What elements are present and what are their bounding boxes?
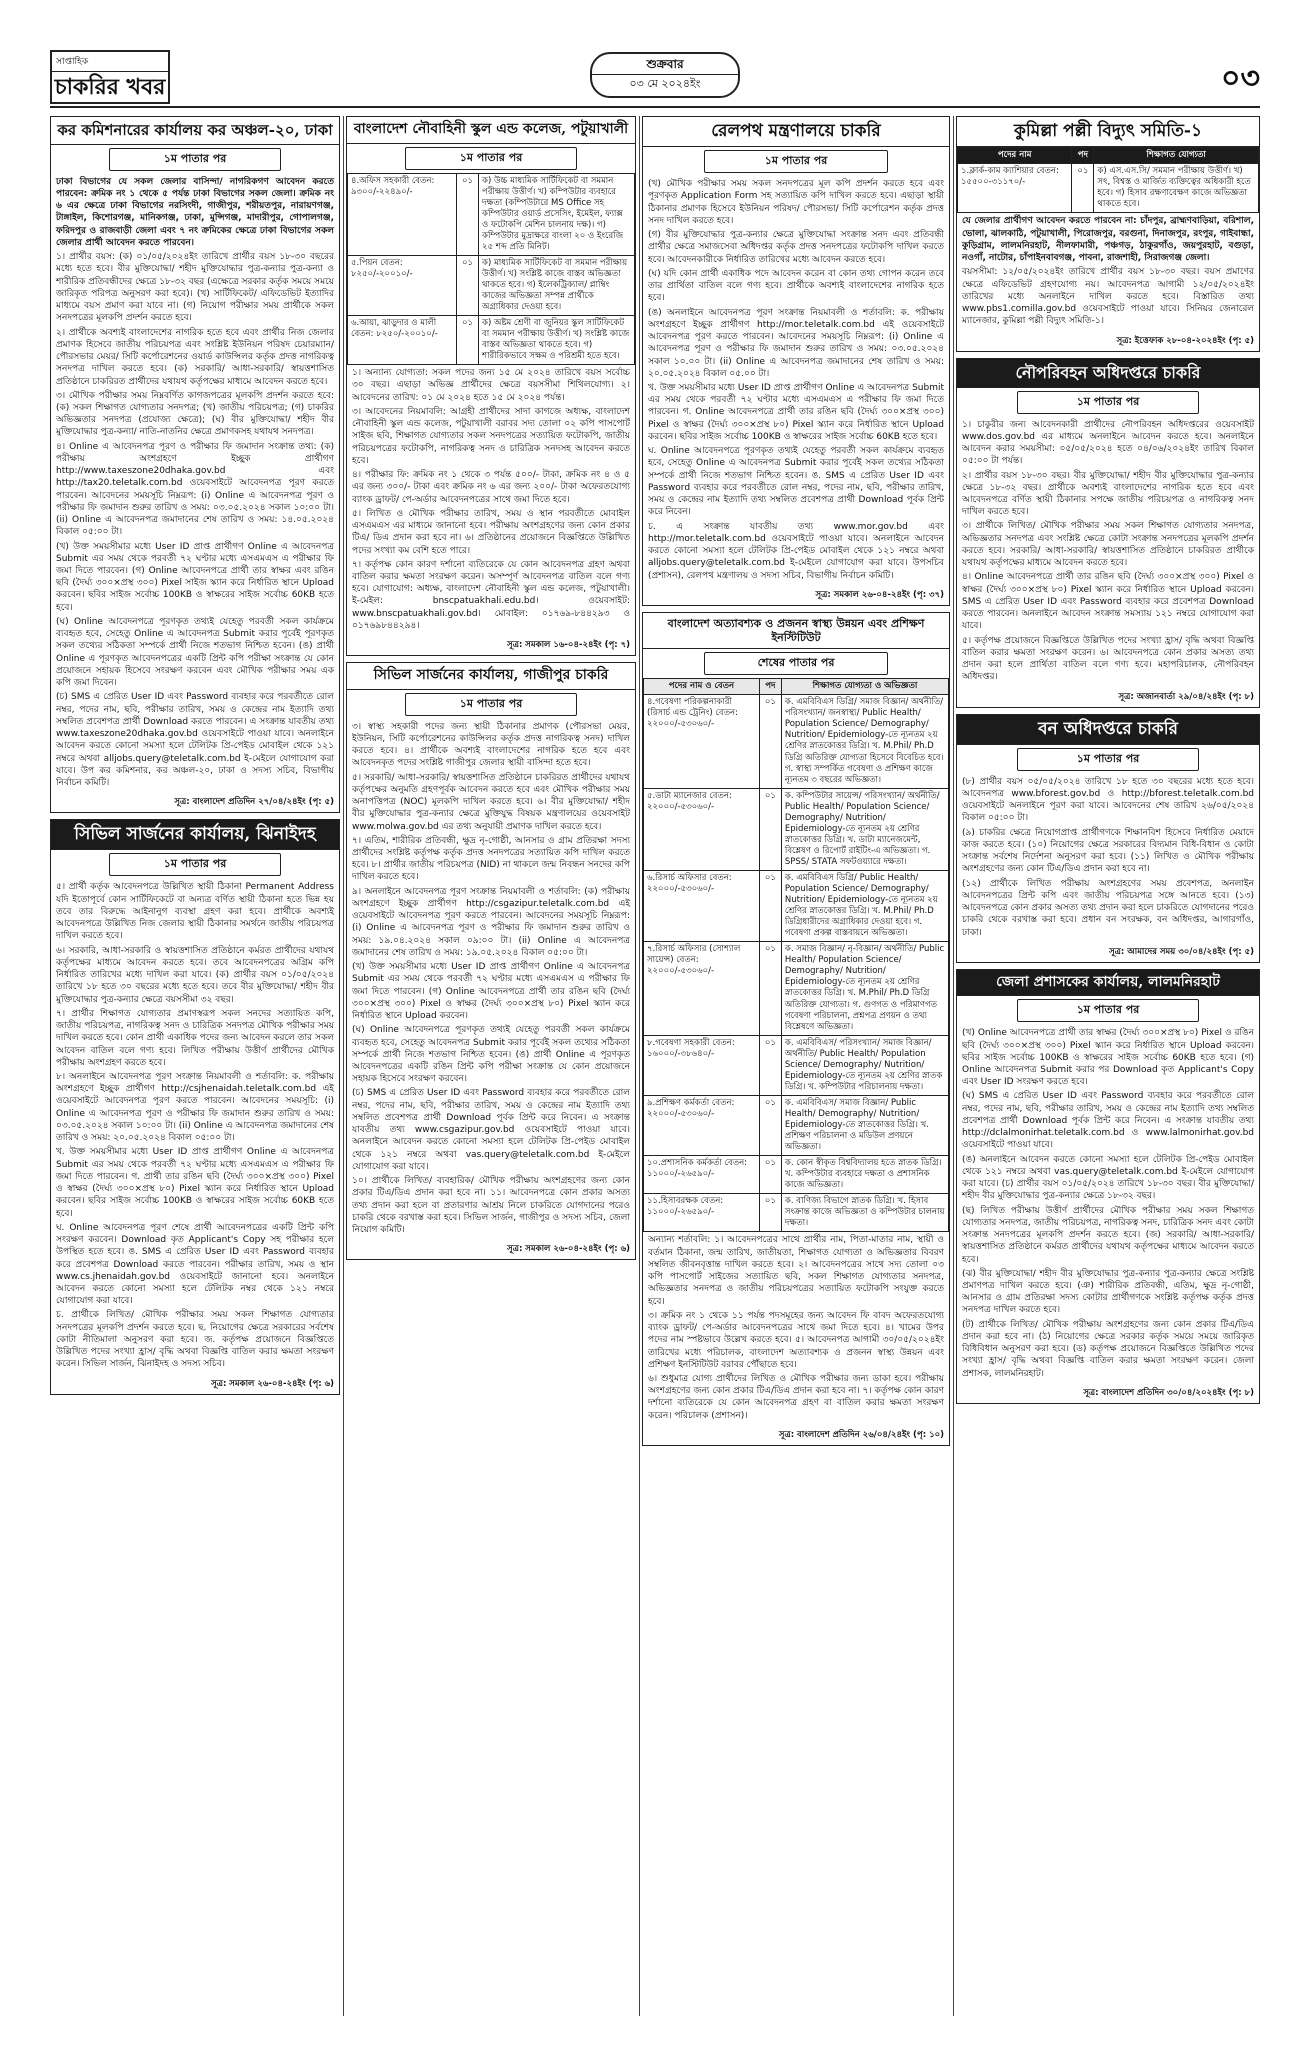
paragraph: (গ) বীর মুক্তিযোদ্ধার পুত্র-কন্যার ক্ষেত্রে মুক্তিযোদ্ধা সংক্রান্ত সনদ এবং প্রতিবন্ধী প্রার্থীর ক্ষেত্রে সমাজসেবা অধিদপ্তর কর্তৃক প্রদত্ত সনদপত্রের ফটোকপি দাখিল করতে হবে। আবেদনকারীকে নির্ধারিত তারিখের মধ্যে আবেদন করতে হবে। (648, 230, 944, 265)
qualification-cell: ক) মাধ্যমিক সার্টিফিকেট বা সমমান পরীক্ষায় উত্তীর্ণ। খ) সংশ্লিষ্ট কাজে বাস্তব অভিজ্ঞতা থাকতে হবে। গ) ইলেকট্রিক্যাল/ প্লাম্বিং কাজের অভিজ্ঞতা সম্পন্ন প্রার্থীকে অগ্রাধিকার দেওয়া হবে। (479, 255, 635, 315)
issue-date-badge (590, 52, 740, 98)
count-cell: ০১ (457, 316, 479, 365)
masthead-tagline: সাপ্তাহিক (52, 52, 168, 72)
column-2 (346, 116, 636, 2016)
paragraph: (ঙ) অনলাইনে আবেদন করতে কোনো সমস্যা হলে টেলিটক প্রি-পেইড মোবাইল থেকে ১২১ নম্বরে অথবা vas.query@teletalk.com.bd ই-মেইলে যোগাযোগ করা যাবে। (চ) প্রার্থীর বয়স ০১/০৫/২০২৪ তারিখে ১৮-৩০ বছর। বীর মুক্তিযোদ্ধা/ শহীদ বীর মুক্তিযোদ্ধার পুত্র-কন্যার ক্ষেত্রে ১৮-৩২ বছর। (962, 1154, 1254, 1202)
post-cell: ৮.গবেষণা সহকারী বেতন: ১৬০০০/-৩৮৬৪০/- (644, 1035, 760, 1095)
count-cell: ০১ (759, 1194, 781, 1232)
table-row (644, 1095, 949, 1155)
column-divider (953, 116, 954, 2016)
paragraph: (খ) মৌখিক পরীক্ষার সময় সকল সনদপত্রের মূল কপি প্রদর্শন করতে হবে এবং পূরণকৃত Application Form সহ সত্যায়িত কপি দাখিল করতে হবে। এছাড়া স্থায়ী ঠিকানার প্রমাণক হিসেবে ইউনিয়ন পরিষদ/ পৌরসভা/ সিটি কর্পোরেশন কর্তৃক প্রদত্ত সনদ দাখিল করতে হবে। (648, 179, 944, 226)
column-header: পদ (759, 679, 781, 695)
count-cell: ০১ (759, 695, 781, 788)
continued-tag: ১ম পাতার পর (1017, 999, 1198, 1022)
qualification-cell: ক. কোন স্বীকৃত বিশ্ববিদ্যালয় হতে স্নাতক ডিগ্রি। খ. কম্পিউটার ব্যবহারে দক্ষতা ও প্রশাসনিক কাজে অভিজ্ঞতা। (781, 1156, 948, 1194)
column-divider (343, 116, 344, 2016)
paragraph: ৩। আবেদনের নিয়মাবলি: আগ্রহী প্রার্থীদের সাদা কাগজে অধ্যক্ষ, বাংলাদেশ নৌবাহিনী স্কুল এন্ড কলেজ, পটুয়াখালী বরাবর সদ্য তোলা ০২ কপি পাসপোর্ট সাইজ ছবি, শিক্ষাগত যোগ্যতার সকল সনদপত্রের সত্যায়িত ফটোকপি, জাতীয় পরিচয়পত্রের ফটোকপি, নাগরিকত্ব সনদ ও চারিত্রিক সনদসহ আবেদন করতে হবে। (352, 406, 630, 466)
qualification-cell: ক) এস.এস.সি/ সমমান পরীক্ষায় উত্তীর্ণ। খ) সৎ, বিশ্বস্ত ও মার্জিত ব্যক্তিত্বের অধিকারী হতে হবে। গ) হিসাব রক্ষণাবেক্ষণ কাজে অভিজ্ঞতা থাকতে হবে। (1094, 164, 1259, 213)
paragraph: ৪। Online আবেদনপত্রে প্রার্থী তার রঙিন ছবি (দৈর্ঘ্য ৩০০×প্রস্থ ৩০০) Pixel ও স্বাক্ষর (দৈর্ঘ্য ৩০০×প্রস্থ ৮০) Pixel স্ক্যান করে নির্ধারিত স্থানে Upload করবেন। SMS এ প্রেরিত User ID এবং Password ব্যবহার করে প্রবেশপত্র Download করতে পারবেন। অনলাইনে আবেদন সংক্রান্ত সমস্যায় ১২১ নম্বরে যোগাযোগ করা যাবে। (962, 572, 1254, 632)
issue-date: ০৩ মে ২০২৪ইং (592, 74, 738, 93)
table-row (348, 173, 635, 255)
paragraph: (ছ) লিখিত পরীক্ষায় উত্তীর্ণ প্রার্থীদের মৌখিক পরীক্ষার সময় সকল শিক্ষাগত যোগ্যতার সনদপত্র, জাতীয় পরিচয়পত্র, নাগরিকত্ব সনদ, চারিত্রিক সনদ এবং কোটা সংক্রান্ত সনদপত্রের মূলকপি প্রদর্শন করতে হবে। (জ) সরকারি/ আধা-সরকারি/ স্বায়ত্তশাসিত প্রতিষ্ঠানে কর্মরত প্রার্থীদের যথাযথ কর্তৃপক্ষের মাধ্যমে আবেদন করতে হবে। (962, 1205, 1254, 1265)
paragraph: ৬। শুধুমাত্র যোগ্য প্রার্থীদের লিখিত ও মৌখিক পরীক্ষার জন্য ডাকা হবে। পরীক্ষায় অংশগ্রহণের জন্য কোন প্রকার টিএ/ডিএ প্রদান করা হবে না। ৭। কর্তৃপক্ষ কোন কারণ দর্শানো ব্যতিরেকে যে কোন আবেদনপত্র গ্রহণ বা বাতিল করার ক্ষমতা সংরক্ষণ করেন। পরিচালক (প্রশাসন)। (648, 1373, 944, 1421)
page-number: ০৩ (1220, 61, 1260, 96)
article-source: সূত্র: বাংলাদেশ প্রতিদিন ৩০/০৪/২০২৪ইং (পৃ: ৮) (1083, 1387, 1254, 1398)
table-header-row (958, 148, 1259, 164)
qualification-cell: ক. এমবিবিএস ডিগ্রি/ সমাজ বিজ্ঞান/ অর্থনীতি/ পরিসংখ্যান/ জনস্বাস্থ্য/ Public Health/ Population Science/ Demography/ Nutrition/ Epidemiology-তে ন্যূনতম ২য় শ্রেণির স্নাতকোত্তর ডিগ্রি। খ. M.Phil/ Ph.D ডিগ্রি অতিরিক্ত যোগ্যতা হিসেবে বিবেচিত হবে। গ. স্বাস্থ্য সম্পর্কিত গবেষণা ও প্রশিক্ষণ কাজে ন্যূনতম ৩ বছরের অভিজ্ঞতা। (781, 695, 948, 788)
table-row (958, 164, 1259, 213)
column-header: শিক্ষাগত যোগ্যতা (1094, 148, 1259, 164)
continued-tag: শেষের পাতার পর (704, 652, 888, 675)
vacancy-table (957, 147, 1259, 213)
paragraph: ৫। প্রার্থী কর্তৃক আবেদনপত্রে উল্লিখিত স্থায়ী ঠিকানা Permanent Address যদি ইতোপূর্বে কোন সার্টিফিকেটে বা অন্যত্র বর্ণিত স্থায়ী ঠিকানা হতে ভিন্ন হয় তবে তার বিরুদ্ধে আইনানুগ ব্যবস্থা গ্রহণ করা হবে। প্রার্থীকে অবশ্যই আবেদনপত্রে উল্লিখিত নিজ জেলার স্থায়ী ঠিকানার সমর্থনে জাতীয় পরিচয়পত্র দাখিল করতে হবে। (56, 882, 334, 942)
count-cell: ০১ (759, 788, 781, 870)
article-source: সূত্র: বাংলাদেশ প্রতিদিন ২৬/০৪/২৪ইং (পৃ: ১০) (778, 1429, 944, 1440)
paragraph: খ. উক্ত সময়সীমার মধ্যে User ID প্রাপ্ত প্রার্থীগণ Online এ আবেদনপত্র Submit এর সময় থেকে পরবর্তী ৭২ ঘণ্টার মধ্যে এসএমএস এ পরীক্ষার ফি জমা দিতে পারবেন। গ. Online আবেদনপত্রে প্রার্থী তার রঙিন ছবি (দৈর্ঘ্য ৩০০×প্রস্থ ৩০০) Pixel ও স্বাক্ষর (দৈর্ঘ্য ৩০০×প্রস্থ ৮০) Pixel স্ক্যান করে নির্ধারিত স্থানে Upload করবেন। ছবির সাইজ সর্বোচ্চ 100KB ও স্বাক্ষরের সাইজ সর্বোচ্চ 60KB হতে হবে। (648, 383, 944, 442)
article-tax-zone-20 (50, 116, 340, 813)
paragraph: (ঘ) SMS এ প্রেরিত User ID এবং Password ব্যবহার করে পরবর্তীতে রোল নম্বর, পদের নাম, ছবি, পরীক্ষার তারিখ, সময় ও কেন্দ্রের নাম ইত্যাদি তথ্য সম্বলিত প্রবেশপত্র প্রার্থী Download পূর্বক প্রিন্ট করে নিবেন। এ সংক্রান্ত যাবতীয় তথ্য http://dclalmonirhat.teletalk.com.bd ও www.lalmonirhat.gov.bd ওয়েবসাইটে পাওয়া যাবে। (962, 1091, 1254, 1151)
count-cell: ০১ (759, 942, 781, 1035)
paragraph: ৪। পরীক্ষার ফি: ক্রমিক নং ১ থেকে ৩ পর্যন্ত ৫০০/- টাকা, ক্রমিক নং ৪ ও ৫ এর জন্য ৩০০/- টাকা এবং ক্রমিক নং ৬ এর জন্য ২০০/- টাকা অফেরতযোগ্য ব্যাংক ড্রাফট/ পে-অর্ডার আবেদনপত্রের সাথে জমা দিতে হবে। (352, 470, 630, 505)
article-source: সূত্র: সমকাল ২৬-০৪-২৪ইং (পৃ: ৬) (507, 1244, 630, 1255)
article-comilla-pbs-1 (956, 116, 1260, 352)
qualification-cell: ক. বাণিজ্য বিভাগে স্নাতক ডিগ্রি। খ. হিসাব সংক্রান্ত কাজে অভিজ্ঞতা ও কম্পিউটার চালনায় দক্ষতা। (781, 1194, 948, 1232)
column-divider (639, 116, 640, 2016)
paragraph: চ. এ সংক্রান্ত যাবতীয় তথ্য www.mor.gov.bd এবং http://mor.teletalk.com.bd ওয়েবসাইটে পাওয়া যাবে। অনলাইনে আবেদন করতে কোনো সমস্যা হলে টেলিটক প্রি-পেইড মোবাইল থেকে ১২১ নম্বরে অথবা alljobs.query@teletalk.com.bd ই-মেইলে যোগাযোগ করা যাবে। উপসচিব (প্রশাসন), রেলপথ মন্ত্রণালয় ও সদস্য সচিব, বিভাগীয় নির্বাচন কমিটি। (648, 521, 944, 581)
article-title: সিভিল সার্জনের কার্যালয়, ঝিনাইদহ (51, 820, 339, 850)
table-row (644, 1156, 949, 1194)
paragraph: (খ) উক্ত সময়সীমার মধ্যে User ID প্রাপ্ত প্রার্থীগণ Online এ আবেদনপত্র Submit এর সময় থেকে পরবর্তী ৭২ ঘণ্টার মধ্যে এসএমএস এ পরীক্ষার ফি জমা দিতে পারবেন। (গ) Online আবেদনপত্রে প্রার্থী তার রঙিন ছবি (দৈর্ঘ্য ৩০০×প্রস্থ ৩০০) Pixel ও স্বাক্ষর (দৈর্ঘ্য ৩০০×প্রস্থ ৮০) Pixel স্ক্যান করে নির্ধারিত স্থানে Upload করবেন। (352, 962, 630, 1022)
paragraph: যে জেলার প্রার্থীগণ আবেদন করতে পারবেন না: চাঁদপুর, ব্রাহ্মণবাড়িয়া, বরিশাল, ভোলা, ঝালকাঠি, পটুয়াখালী, পিরোজপুর, বরগুনা, দিনাজপুর, রংপুর, গাইবান্ধা, কুড়িগ্রাম, লালমনিরহাট, নীলফামারী, পঞ্চগড়, ঠাকুরগাঁও, জয়পুরহাট, বগুড়া, নওগাঁ, নাটোর, চাঁপাইনবাবগঞ্জ, পাবনা, রাজশাহী, সিরাজগঞ্জ জেলা। (962, 216, 1254, 264)
article-source: সূত্র: বাংলাদেশ প্রতিদিন ২৭/০৪/২৪ইং (পৃ: ৫) (174, 797, 334, 808)
article-body (957, 417, 1259, 690)
paragraph: ১০। প্রার্থীকে লিখিত/ ব্যবহারিক/ মৌখিক পরীক্ষায় অংশগ্রহণের জন্য কোন প্রকার টিএ/ডিএ প্রদান করা হবে না। ১১। আবেদনপত্রে কোন প্রকার অসত্য তথ্য প্রদান করা হলে বা প্রতারণার আশ্রয় নিলে চাকরিতে যোগদানের পরেও চাকরি থেকে বরখাস্ত করা হবে। সিভিল সার্জন, গাজীপুর ও সদস্য সচিব, জেলা নিয়োগ কমিটি। (352, 1176, 630, 1236)
paragraph: ৫। কর্তৃপক্ষ প্রয়োজনে বিজ্ঞপ্তিতে উল্লিখিত পদের সংখ্যা হ্রাস/ বৃদ্ধি অথবা বিজ্ঞপ্তি বাতিল করার ক্ষমতা সংরক্ষণ করেন। ৬। আবেদনপত্রে কোন প্রকার অসত্য তথ্য প্রদান করা হলে প্রার্থিতা বাতিল বলে গণ্য হবে। মহাপরিচালক, নৌপরিবহন অধিদপ্তর। (962, 635, 1254, 683)
column-4 (956, 116, 1260, 2016)
article-reproductive-health-institute (642, 612, 950, 1446)
paragraph: ৩। প্রার্থীকে লিখিত/ মৌখিক পরীক্ষার সময় সকল শিক্ষাগত যোগ্যতার সনদপত্র, অভিজ্ঞতার সনদপত্র এবং সংশ্লিষ্ট ক্ষেত্রে কোটা সংক্রান্ত সনদপত্রের মূলকপি প্রদর্শন করতে হবে। সরকারি/ আধা-সরকারি/ স্বায়ত্তশাসিত প্রতিষ্ঠানে চাকরিরত প্রার্থীকে যথাযথ কর্তৃপক্ষের মাধ্যমে আবেদন করতে হবে। (962, 521, 1254, 569)
qualification-cell: ক. সমাজ বিজ্ঞান/ নৃ-বিজ্ঞান/ অর্থনীতি/ Public Health/ Population Science/ Demography/ Nutrition/ Epidemiology-তে ন্যূনতম ২য় শ্রেণির স্নাতকোত্তর ডিগ্রি। খ. M.Phil/ Ph.D ডিগ্রি অতিরিক্ত যোগ্যতা। গ. গুণগত ও পরিমাণগত গবেষণা পরিচালনা, প্রশ্নপত্র প্রণয়ন ও তথ্য বিশ্লেষণে অভিজ্ঞতা। (781, 942, 948, 1035)
paragraph: ৬। সরকারি, আধা-সরকারি ও স্বায়ত্তশাসিত প্রতিষ্ঠানে কর্মরত প্রার্থীদের যথাযথ কর্তৃপক্ষের মাধ্যমে আবেদন করতে হবে। তবে আবেদনপত্রের অগ্রিম কপি নির্ধারিত তারিখের মধ্যে দাখিল করা যাবে। (ক) প্রার্থীর বয়স ০১/০৫/২০২৪ তারিখে ১৮ হতে ৩০ বছরের মধ্যে হতে হবে। তবে বীর মুক্তিযোদ্ধা/ শহীদ বীর মুক্তিযোদ্ধার পুত্র-কন্যার ক্ষেত্রে বয়সসীমা ৩২ বছর। (56, 945, 334, 1005)
article-body (51, 174, 339, 795)
count-cell: ০১ (1072, 164, 1094, 213)
qualification-cell: ক. এমবিবিএস ডিগ্রি/ Public Health/ Population Science/ Demography/ Nutrition/ Epidemiology-তে ন্যূনতম ২য় শ্রেণির স্নাতকোত্তর ডিগ্রি। খ. M.Phil/ Ph.D ডিগ্রিধারীদের অগ্রাধিকার দেওয়া হবে। গ. গবেষণা প্রকল্প বাস্তবায়নে অভিজ্ঞতা। (781, 871, 948, 942)
qualification-cell: ক. এমবিবিএস/ পরিসংখ্যান/ সমাজ বিজ্ঞান/ অর্থনীতি/ Public Health/ Population Science/ Demography/ Nutrition/ Epidemiology-তে ন্যূনতম ২য় শ্রেণির স্নাতক ডিগ্রি। খ. কম্পিউটার পরিচালনায় দক্ষতা। (781, 1035, 948, 1095)
paragraph: (ঘ) Online আবেদনপত্রে পূরণকৃত তথ্যই যেহেতু পরবর্তী সকল কার্যক্রমে ব্যবহৃত হবে, সেহেতু আবেদনপত্র Submit করার পূর্বেই সকল তথ্যের সঠিকতা সম্পর্কে প্রার্থী নিজে শতভাগ নিশ্চিত হবেন। (ঙ) প্রার্থী Online এ পূরণকৃত আবেদনপত্রের একটি রঙিন প্রিন্ট কপি পরীক্ষা সংক্রান্ত যে কোন প্রয়োজনে সহায়ক হিসেবে সংরক্ষণ করবেন। (352, 1025, 630, 1085)
article-title: বন অধিদপ্তরে চাকরি (957, 715, 1259, 745)
article-title: সিভিল সার্জনের কার্যালয়, গাজীপুর চাকরি (347, 663, 635, 690)
article-source: সূত্র: সমকাল ২৬-০৪-২৪ইং (পৃ: ৬) (211, 1378, 334, 1389)
table-row (348, 255, 635, 315)
count-cell: ০১ (759, 1095, 781, 1155)
paragraph: ১। অন্যান্য যোগ্যতা: সকল পদের জন্য ১৫ মে ২০২৪ তারিখে বয়স সর্বোচ্চ ৩০ বছর। এছাড়া অভিজ্ঞ প্রার্থীদের ক্ষেত্রে বয়সসীমা শিথিলযোগ্য। ২। আবেদনের তারিখ: ০১ মে ২০২৪ হতে ১৫ মে ২০২৪ পর্যন্ত। (352, 368, 630, 403)
article-navy-school-patuakhali (346, 116, 636, 656)
paragraph: ৩। মৌখিক পরীক্ষার সময় নিম্নবর্ণিত কাগজপত্রের মূলকপি প্রদর্শন করতে হবে: (ক) সকল শিক্ষাগত যোগ্যতার সনদপত্র; (খ) জাতীয় পরিচয়পত্র; (গ) চাকরির অভিজ্ঞতার সনদপত্র (প্রযোজ্য ক্ষেত্রে); (ঘ) বীর মুক্তিযোদ্ধা/ শহীদ বীর মুক্তিযোদ্ধার পুত্র-কন্যা/ নাতি-নাতনির ক্ষেত্রে প্রমাণকসহ যথাযথ সনদপত্র। (56, 390, 334, 438)
count-cell: ০১ (457, 173, 479, 255)
table-row (644, 788, 949, 870)
post-cell: ৭.রিসার্চ অফিসার (সোশ্যাল সায়েন্স) বেতন: ২২০০০/-৫৩০৬০/- (644, 942, 760, 1035)
paragraph: খ. উক্ত সময়সীমার মধ্যে User ID প্রাপ্ত প্রার্থীগণ Online এ আবেদনপত্র Submit এর সময় থেকে পরবর্তী ৭২ ঘণ্টার মধ্যে এসএমএস এ পরীক্ষার ফি জমা দিতে পারবেন। গ. প্রার্থী তার রঙিন ছবি (দৈর্ঘ্য ৩০০×প্রস্থ ৩০০) Pixel ও স্বাক্ষর (দৈর্ঘ্য ৩০০×প্রস্থ ৮০) Pixel স্ক্যান করে নির্ধারিত স্থানে Upload করবেন। ছবির সাইজ সর্বোচ্চ 100KB ও স্বাক্ষরের সাইজ সর্বোচ্চ 60KB হতে হবে। (56, 1147, 334, 1219)
continued-tag: ১ম পাতার পর (704, 150, 888, 173)
continued-tag: ১ম পাতার পর (109, 853, 282, 876)
issue-day: শুক্রবার (646, 57, 684, 71)
count-cell: ০১ (759, 1035, 781, 1095)
post-cell: ১০.প্রশাসনিক কর্মকর্তা বেতন: ১১০০০/-২৬৫৯০/- (644, 1156, 760, 1194)
paragraph: অন্যান্য শর্তাবলি: ১। আবেদনপত্রের সাথে প্রার্থীর নাম, পিতা-মাতার নাম, স্থায়ী ও বর্তমান ঠিকানা, জন্ম তারিখ, জাতীয়তা, শিক্ষাগত যোগ্যতা ও অভিজ্ঞতার বিবরণ সম্বলিত জীবনবৃত্তান্ত দাখিল করতে হবে। ২। আবেদনপত্রের সাথে সদ্য তোলা ০৩ কপি পাসপোর্ট সাইজের সত্যায়িত ছবি, সকল শিক্ষাগত যোগ্যতার সনদপত্র, অভিজ্ঞতার সনদপত্র ও জাতীয় পরিচয়পত্রের সত্যায়িত ফটোকপি সংযুক্ত করতে হবে। (648, 1235, 944, 1307)
column-3 (642, 116, 950, 2016)
table-row (644, 695, 949, 788)
paragraph: (ট) প্রার্থীকে লিখিত/ মৌখিক পরীক্ষায় অংশগ্রহণের জন্য কোন প্রকার টিএ/ডিএ প্রদান করা হবে না। (ঠ) নিয়োগের ক্ষেত্রে সরকার কর্তৃক সময়ে সময়ে জারিকৃত বিধিবিধান অনুসরণ করা হবে। (ড) কর্তৃপক্ষ প্রয়োজনে বিজ্ঞপ্তিতে উল্লিখিত পদের সংখ্যা হ্রাস/ বৃদ্ধি অথবা বিজ্ঞপ্তি বাতিল করার ক্ষমতা সংরক্ষণ করেন। জেলা প্রশাসক, লালমনিরহাট। (962, 1319, 1254, 1379)
paragraph: (ঘ) Online আবেদনপত্রে পূরণকৃত তথ্যই যেহেতু পরবর্তী সকল কার্যক্রমে ব্যবহৃত হবে, সেহেতু Online এ আবেদনপত্র Submit করার পূর্বেই পূরণকৃত সকল তথ্যের সঠিকতা সম্পর্কে প্রার্থী নিজে শতভাগ নিশ্চিত হবেন। (ঙ) প্রার্থী Online এ পূরণকৃত আবেদনপত্রের একটি প্রিন্ট কপি পরীক্ষা সংক্রান্ত যে কোন প্রয়োজনে সহায়ক হিসেবে সংরক্ষণ করবেন এবং মৌখিক পরীক্ষার সময় এক কপি জমা দিবেন। (56, 616, 334, 689)
paragraph: ঘ. Online আবেদনপত্র পূরণ শেষে প্রার্থী আবেদনপত্রের একটি প্রিন্ট কপি সংরক্ষণ করবেন। Download কৃত Applicant's Copy সহ পরীক্ষার হলে উপস্থিত হতে হবে। ঙ. SMS এ প্রেরিত User ID এবং Password ব্যবহার করে প্রবেশপত্র Download করতে পারবেন। পরীক্ষার তারিখ, সময় ও স্থান www.cs.jhenaidah.gov.bd ওয়েবসাইটে জানানো হবে। অনলাইনে আবেদন করতে কোনো সমস্যা হলে টেলিটক নম্বর থেকে ১২১ নম্বরে যোগাযোগ করা যাবে। (56, 1222, 334, 1307)
article-title: কর কমিশনারের কার্যালয় কর অঞ্চল-২০, ঢাকা (51, 117, 339, 145)
column-1 (50, 116, 340, 2016)
article-body (957, 213, 1259, 333)
article-body (643, 1232, 949, 1428)
post-cell: ৬.রিসার্চ অফিসার বেতন: ২২০০০/-৫৩০৬০/- (644, 871, 760, 942)
table-header-row (644, 679, 949, 695)
count-cell: ০১ (759, 1156, 781, 1194)
post-cell: ১.ক্লার্ক-কাম ক্যাশিয়ার বেতন: ১৫৫০০-৩১১৭০/- (958, 164, 1072, 213)
vacancy-table (347, 173, 635, 366)
post-cell: ৫.পিয়ন বেতন: ৮২৫০/-২০০১০/- (348, 255, 457, 315)
paragraph: ৫। লিখিত ও মৌখিক পরীক্ষার তারিখ, সময় ও স্থান পরবর্তীতে মোবাইল এসএমএস এর মাধ্যমে জানানো হবে। পরীক্ষায় অংশগ্রহণের জন্য কোন প্রকার টিএ/ ডিএ প্রদান করা হবে না। ৬। প্রতিষ্ঠানের প্রয়োজনে বিজ্ঞপ্তিতে উল্লিখিত পদের সংখ্যা কম বেশি হতে পারে। (352, 508, 630, 556)
vacancy-table (643, 678, 949, 1232)
paragraph: ঘ. Online আবেদনপত্রে পূরণকৃত তথ্যই যেহেতু পরবর্তী সকল কার্যক্রমে ব্যবহৃত হবে, সেহেতু Online এ আবেদনপত্র Submit করার পূর্বেই সকল তথ্যের সঠিকতা সম্পর্কে প্রার্থী নিজে শতভাগ নিশ্চিত হবেন। ঙ. SMS এ প্রেরিত User ID এবং Password ব্যবহার করে পরবর্তীতে রোল নম্বর, পদের নাম, ছবি, পরীক্ষার তারিখ, সময় ও কেন্দ্রের নাম ইত্যাদি তথ্য সম্বলিত প্রবেশপত্র প্রার্থী Download পূর্বক প্রিন্ট করে নিবেন। (648, 446, 944, 518)
continued-tag: ১ম পাতার পর (405, 693, 578, 716)
paragraph: ঢাকা বিভাগের যে সকল জেলার বাসিন্দা/ নাগরিকগণ আবেদন করতে পারবেন: ক্রমিক নং ১ থেকে ৫ পর্যন্ত ঢাকা বিভাগের সকল জেলা। ক্রমিক নং ৬ এর ক্ষেত্রে ঢাকা বিভাগের নরসিংদী, গাজীপুর, শরীয়তপুর, নারায়ণগঞ্জ, টাঙ্গাইল, কিশোরগঞ্জ, মানিকগঞ্জ, ঢাকা, মুন্সিগঞ্জ, মাদারীপুর, গোপালগঞ্জ, ফরিদপুর ও রাজবাড়ী জেলা এবং ৭ নং ক্রমিকের ক্ষেত্রে ঢাকা বিভাগের সকল জেলার প্রার্থী আবেদন করতে পারবেন। (56, 176, 334, 248)
paragraph: (খ) Online আবেদনপত্রে প্রার্থী তার স্বাক্ষর (দৈর্ঘ্য ৩০০×প্রস্থ ৮০) Pixel ও রঙিন ছবি (দৈর্ঘ্য ৩০০×প্রস্থ ৩০০) Pixel স্ক্যান করে নির্ধারিত স্থানে Upload করবেন। ছবির সাইজ সর্বোচ্চ 100KB ও স্বাক্ষরের সাইজ সর্বোচ্চ 60KB হতে হবে। (গ) Online আবেদনপত্র Submit করার পর Download কৃত Applicant's Copy এবং User ID সংরক্ষণ করতে হবে। (962, 1028, 1254, 1088)
paragraph: (ঙ) অনলাইনে আবেদনপত্র পূরণ সংক্রান্ত নিয়মাবলী ও শর্তাবলি: ক. পরীক্ষায় অংশগ্রহণে ইচ্ছুক প্রার্থীগণ http://mor.teletalk.com.bd এই ওয়েবসাইটে আবেদনপত্র পূরণ করতে পারবেন। আবেদনের সময়সূচি নিম্নরূপ: (i) Online এ আবেদনপত্র পূরণ ও পরীক্ষার ফি জমাদান শুরুর তারিখ ও সময়: ০৩.০৫.২০২৪ সকাল ১০.০০ টা। (ii) Online এ আবেদনপত্র জমাদানের শেষ তারিখ ও সময়: ২০.০৫.২০২৪ বিকাল ০৫.০০ টা। (648, 307, 944, 379)
article-title: জেলা প্রশাসকের কার্যালয়, লালমনিরহাট (957, 970, 1259, 997)
table-row (644, 1194, 949, 1232)
qualification-cell: ক. এমবিবিএস/ সমাজ বিজ্ঞান/ Public Health/ Demography/ Nutrition/ Epidemiology-তে স্নাতকোত্তর ডিগ্রি। খ. প্রশিক্ষণ পরিচালনা ও মডিউল প্রণয়নে অভিজ্ঞতা। (781, 1095, 948, 1155)
article-body (643, 176, 949, 588)
table-row (644, 1035, 949, 1095)
continued-tag: ১ম পাতার পর (405, 147, 578, 170)
article-body (347, 365, 635, 638)
post-cell: ৬.আয়া, ঝাড়ুদার ও মালী বেতন: ৮২৫০/-২০০১০/- (348, 316, 457, 365)
article-body (957, 1025, 1259, 1386)
article-title: কুমিল্লা পল্লী বিদ্যুৎ সমিতি-১ (957, 117, 1259, 147)
article-source: সূত্র: সমকাল ১৬-০৪-২৪ইং (পৃ: ৭) (507, 640, 630, 651)
paragraph: (চ) SMS এ প্রেরিত User ID এবং Password ব্যবহার করে পরবর্তীতে রোল নম্বর, পদের নাম, ছবি, পরীক্ষার তারিখ, সময় ও কেন্দ্রের নাম ইত্যাদি তথ্য সম্বলিত প্রবেশপত্র প্রার্থী Download করতে পারবেন। এ সংক্রান্ত যাবতীয় তথ্য www.taxeszone20dhaka.gov.bd ওয়েবসাইটে পাওয়া যাবে। অনলাইনে আবেদন করতে কোনো সমস্যা হলে টেলিটক প্রি-পেইড মোবাইল থেকে ১২১ নম্বরে অথবা alljobs.query@teletalk.com.bd ই-মেইলে যোগাযোগ করা যাবে। উপ কর কমিশনার, কর অঞ্চল-২০, ঢাকা ও সদস্য সচিব, বিভাগীয় নির্বাচন কমিটি। (56, 692, 334, 788)
paragraph: ৪। Online এ আবেদনপত্র পূরণ ও পরীক্ষার ফি জমাদান সংক্রান্ত তথ্য: (ক) পরীক্ষায় অংশগ্রহণে ইচ্ছুক প্রার্থীগণ http://www.taxeszone20dhaka.gov.bd এবং http://tax20.teletalk.com.bd ওয়েবসাইটে আবেদনপত্র পূরণ করতে পারবেন। আবেদনের সময়সূচি নিম্নরূপ: (i) Online এ আবেদনপত্র পূরণ ও পরীক্ষার ফি জমাদান শুরুর তারিখ ও সময়: ০৩.০৫.২০২৪ সকাল ১০:০০ টা। (ii) Online এ আবেদনপত্র জমাদানের শেষ তারিখ ও সময়: ১৪.০৫.২০২৪ বিকাল ০৫:০০ টা। (56, 441, 334, 538)
column-header: পদের নাম ও বেতন (644, 679, 760, 695)
paragraph: বয়সসীমা: ১২/০৫/২০২৪ইং তারিখে প্রার্থীর বয়স ১৮-৩০ বছর। বয়স প্রমাণের ক্ষেত্রে এফিডেভিট গ্রহণযোগ্য নয়। আবেদনপত্র আগামী ১২/০৫/২০২৪ইং তারিখের মধ্যে অনলাইনে দাখিল করতে হবে। বিস্তারিত তথ্য www.pbs1.comilla.gov.bd ওয়েবসাইটে পাওয়া যাবে। সিনিয়র জেনারেল ম্যানেজার, কুমিল্লা পল্লী বিদ্যুৎ সমিতি-১। (962, 267, 1254, 327)
post-cell: ৪.গবেষণা পরিকল্পনাকারী (রিসার্চ এন্ড ট্রেনিং) বেতন: ২২০০০/-৫৩০৬০/- (644, 695, 760, 788)
article-source: সূত্র: অজানবার্তা ২৯/০৪/২৪ইং (পৃ: ৮) (1118, 691, 1254, 702)
qualification-cell: ক) উচ্চ মাধ্যমিক সার্টিফিকেট বা সমমান পরীক্ষায় উত্তীর্ণ। খ) কম্পিউটার ব্যবহারে দক্ষতা (কম্পিউটারে MS Office সহ কম্পিউটার ওয়ার্ড প্রসেসিং, ইমেইল, ফ্যাক্স ও ফটোকপি মেশিন চালনায় দক্ষ)। গ) কম্পিউটার মুদ্রাক্ষরে বাংলা ২০ ও ইংরেজি ২৫ শব্দ প্রতি মিনিট। (479, 173, 635, 255)
paragraph: ৭। কর্তৃপক্ষ কোন কারণ দর্শানো ব্যতিরেকে যে কোন আবেদনপত্র গ্রহণ অথবা বাতিল করার ক্ষমতা সংরক্ষণ করেন। অসম্পূর্ণ আবেদনপত্র বাতিল বলে গণ্য হবে। যোগাযোগ: অধ্যক্ষ, বাংলাদেশ নৌবাহিনী স্কুল এন্ড কলেজ, পটুয়াখালী। ই-মেইল: bnscpatuakhali.edu.bd। ওয়েবসাইট: www.bnscpatuakhali.gov.bd। মোবাইল: ০১৭৬৯-৮৪৪২৯৩ ও ০১৭৬৯৮৪৪২৯৪। (352, 559, 630, 631)
paragraph: ৭। এতিম, শারীরিক প্রতিবন্ধী, ক্ষুদ্র নৃ-গোষ্ঠী, আনসার ও গ্রাম প্রতিরক্ষা সদস্য প্রার্থীদের সংশ্লিষ্ট কর্তৃপক্ষ কর্তৃক প্রদত্ত সনদপত্রের সত্যায়িত কপি দাখিল করতে হবে। ৮। প্রার্থীর জাতীয় পরিচয়পত্র (NID) না থাকলে জন্ম নিবন্ধন সনদের কপি দাখিল করতে হবে। (352, 835, 630, 883)
article-source: সূত্র: সমকাল ২৬-০৪-২৪ইং (পৃ: ৩৭) (815, 589, 944, 600)
qualification-cell: ক. কম্পিউটার সায়েন্স/ পরিসংখ্যান/ অর্থনীতি/ Public Health/ Population Science/ Demography/ Nutrition/ Epidemiology-তে ন্যূনতম ২য় শ্রেণির স্নাতকোত্তর ডিগ্রি। খ. ডাটা ম্যানেজমেন্ট, বিশ্লেষণ ও রিপোর্ট রাইটিং-এ অভিজ্ঞতা। গ. SPSS/ STATA সফটওয়্যারে দক্ষতা। (781, 788, 948, 870)
table-row (644, 871, 949, 942)
paragraph: (ঝ) বীর মুক্তিযোদ্ধা/ শহীদ বীর মুক্তিযোদ্ধার পুত্র-কন্যার পুত্র-কন্যার ক্ষেত্রে সংশ্লিষ্ট প্রমাণপত্র দাখিল করতে হবে। (ঞ) শারীরিক প্রতিবন্ধী, এতিম, ক্ষুদ্র নৃ-গোষ্ঠী, আনসার ও গ্রাম প্রতিরক্ষা সদস্য কোটার প্রার্থীগণকে সংশ্লিষ্ট কর্তৃপক্ষ কর্তৃক প্রদত্ত সনদপত্র দাখিল করতে হবে। (962, 1268, 1254, 1316)
count-cell: ০১ (457, 255, 479, 315)
paragraph: (ঘ) যদি কোন প্রার্থী একাধিক পদে আবেদন করেন বা কোন তথ্য গোপন করেন তবে তার প্রার্থিতা বাতিল বলে গণ্য হবে। প্রার্থীকে অবশ্যই বাংলাদেশের নাগরিক হতে হবে। (648, 268, 944, 304)
paragraph: ৩। ক্রমিক নং ১ থেকে ১১ পর্যন্ত পদসমূহের জন্য আবেদন ফি বাবদ অফেরতযোগ্য ব্যাংক ড্রাফট/ পে-অর্ডার আবেদনপত্রের সাথে জমা দিতে হবে। ৪। খামের উপর পদের নাম স্পষ্টভাবে উল্লেখ করতে হবে। ৫। আবেদনপত্র আগামী ৩০/০৫/২০২৪ইং তারিখের মধ্যে পরিচালক, বাংলাদেশ অত্যাবশ্যক ও প্রজনন স্বাস্থ্য উন্নয়ন এবং প্রশিক্ষণ ইনস্টিটিউট বরাবর পৌঁছাতে হবে। (648, 1310, 944, 1370)
newspaper-name: চাকরির খবর (54, 74, 166, 100)
continued-tag: ১ম পাতার পর (109, 148, 282, 171)
article-title: বাংলাদেশ নৌবাহিনী স্কুল এন্ড কলেজ, পটুয়াখালী (347, 117, 635, 144)
article-body (957, 774, 1259, 945)
paragraph: ২। প্রার্থীর বয়স ১৮-৩০ বছর। বীর মুক্তিযোদ্ধা/ শহীদ বীর মুক্তিযোদ্ধার পুত্র-কন্যার ক্ষেত্রে ১৮-৩২ বছর। প্রার্থীকে অবশ্যই বাংলাদেশের নাগরিক হতে হবে এবং আবেদনপত্রে বর্ণিত স্থায়ী ঠিকানার সপক্ষে জাতীয় পরিচয়পত্র ও নাগরিকত্ব সনদ দাখিল করতে হবে। (962, 470, 1254, 518)
paragraph: ৮। অনলাইনে আবেদনপত্র পূরণ সংক্রান্ত নিয়মাবলী ও শর্তাবলি: ক. পরীক্ষায় অংশগ্রহণে ইচ্ছুক প্রার্থীগণ http://csjhenaidah.teletalk.com.bd এই ওয়েবসাইটে আবেদনপত্র পূরণ করতে পারবেন। আবেদনের সময়সূচি: (i) Online এ আবেদনপত্র পূরণ ও পরীক্ষার ফি জমাদান শুরুর তারিখ ও সময়: ০৩.০৫.২০২৪ সকাল ১০:০০ টা। (ii) Online এ আবেদনপত্র জমাদানের শেষ তারিখ ও সময়: ২০.০৫.২০২৪ বিকাল ০৫:০০ টা। (56, 1072, 334, 1144)
paragraph: ৫। সরকারি/ আধা-সরকারি/ স্বায়ত্তশাসিত প্রতিষ্ঠানে চাকরিরত প্রার্থীদের যথাযথ কর্তৃপক্ষের অনুমতি গ্রহণপূর্বক আবেদন করতে হবে এবং মৌখিক পরীক্ষার সময় অনাপত্তিপত্র (NOC) মূলকপি দাখিল করতে হবে। ৬। বীর মুক্তিযোদ্ধা/ শহীদ বীর মুক্তিযোদ্ধার পুত্র-কন্যার ক্ষেত্রে মুক্তিযুদ্ধ বিষয়ক মন্ত্রণালয়ের ওয়েবসাইট www.molwa.gov.bd এর তথ্য অনুযায়ী প্রমাণক দাখিল করতে হবে। (352, 772, 630, 832)
masthead (50, 46, 1260, 108)
paragraph: ২। প্রার্থীকে অবশ্যই বাংলাদেশের নাগরিক হতে হবে এবং প্রার্থীর নিজ জেলার প্রমাণক হিসেবে জাতীয় পরিচয়পত্র এবং সংশ্লিষ্ট ইউনিয়ন পরিষদ চেয়ারম্যান/ পৌরসভার মেয়র/ সিটি কর্পোরেশনের ওয়ার্ড কাউন্সিলর কর্তৃক প্রদত্ত নাগরিকত্ব সনদপত্র দাখিল করতে হবে। (ক) সরকারি/ আধা-সরকারি/ স্বায়ত্তশাসিত প্রতিষ্ঠানে চাকরিরত প্রার্থীদের যথাযথ কর্তৃপক্ষের মাধ্যমে আবেদন করতে হবে। (56, 327, 334, 387)
paragraph: (খ) উক্ত সময়সীমার মধ্যে User ID প্রাপ্ত প্রার্থীগণ Online এ আবেদনপত্র Submit এর সময় থেকে পরবর্তী ৭২ ঘণ্টার মধ্যে এসএমএস এ পরীক্ষার ফি জমা দিতে পারবেন। (গ) Online আবেদনপত্রে প্রার্থী তার স্বাক্ষর এবং রঙিন ছবি (দৈর্ঘ্য ৩০০×প্রস্থ ৩০০) Pixel সাইজ স্ক্যান করে নির্ধারিত স্থানে Upload করবেন। ছবির সাইজ সর্বোচ্চ 100KB ও স্বাক্ষরের সাইজ সর্বোচ্চ 60KB হতে হবে। (56, 541, 334, 613)
column-header: পদ (1072, 148, 1094, 164)
column-header: পদের নাম (958, 148, 1072, 164)
count-cell: ০১ (759, 871, 781, 942)
paragraph: (৯) চাকরির ক্ষেত্রে নিয়োগপ্রাপ্ত প্রার্থীগণকে শিক্ষানবিশ হিসেবে নির্ধারিত মেয়াদে কাজ করতে হবে। (১০) নিয়োগের ক্ষেত্রে সরকারের বিদ্যমান বিধি-বিধান ও কোটা সংক্রান্ত সর্বশেষ নির্দেশনা অনুসরণ করা হবে। (১১) লিখিত ও মৌখিক পরীক্ষায় অংশগ্রহণের জন্য কোন টিএ/ডিএ প্রদান করা হবে না। (962, 827, 1254, 875)
post-cell: ১১.হিসাবরক্ষক বেতন: ১১০০০/-২৬৫৯০/- (644, 1194, 760, 1232)
newspaper-logo (50, 50, 170, 104)
post-cell: ৪.অফিস সহকারী বেতন: ৯৩০০/-২২৪৯০/- (348, 173, 457, 255)
paragraph: চ. প্রার্থীকে লিখিত/ মৌখিক পরীক্ষার সময় সকল শিক্ষাগত যোগ্যতার সনদপত্রের মূলকপি প্রদর্শন করতে হবে। ছ. নিয়োগের ক্ষেত্রে সরকারের সর্বশেষ কোটা নীতিমালা অনুসরণ করা হবে। জ. কর্তৃপক্ষ প্রয়োজনে বিজ্ঞপ্তিতে উল্লিখিত পদের সংখ্যা হ্রাস/ বৃদ্ধি অথবা বিজ্ঞপ্তি বাতিল করার ক্ষমতা সংরক্ষণ করেন। সিভিল সার্জন, ঝিনাইদহ ও সদস্য সচিব। (56, 1310, 334, 1370)
continued-tag: ১ম পাতার পর (1017, 748, 1198, 771)
article-body (51, 879, 339, 1376)
continued-tag: ১ম পাতার পর (1017, 391, 1198, 414)
post-cell: ৯.প্রশিক্ষণ কর্মকর্তা বেতন: ২২০০০/-৫৩০৬০/- (644, 1095, 760, 1155)
article-source: সূত্র: ইত্তেফাক ২৮-০৪-২০২৪ইং (পৃ: ৫) (1116, 335, 1254, 346)
article-title: বাংলাদেশ অত্যাবশ্যক ও প্রজনন স্বাস্থ্য উন্নয়ন এবং প্রশিক্ষণ ইনস্টিটিউট (643, 613, 949, 650)
article-title: নৌপরিবহন অধিদপ্তরে চাকরি (957, 359, 1259, 388)
paragraph: ১। চাকুরীর জন্য আবেদনকারী প্রার্থীদের নৌপরিবহন অধিদপ্তরের ওয়েবসাইট www.dos.gov.bd এর মাধ্যমে অনলাইনে আবেদন করতে হবে। অনলাইনে আবেদন করার সময়সীমা: ০৫/০৫/২০২৪ হতে ০৪/০৬/২০২৪ইং তারিখ বিকাল ০৫:০০ টা পর্যন্ত। (962, 419, 1254, 467)
column-header: শিক্ষাগত যোগ্যতা ও অভিজ্ঞতা (781, 679, 948, 695)
paragraph: ৩। স্বাস্থ্য সহকারী পদের জন্য স্থায়ী ঠিকানার প্রমাণক (পৌরসভা মেয়র, ইউনিয়ন, সিটি কর্পোরেশনের কাউন্সিলর কর্তৃক প্রদত্ত নাগরিকত্ব সনদ) দাখিল করতে হবে। ৪। প্রার্থীকে অবশ্যই বাংলাদেশের নাগরিক হতে হবে এবং আবেদনকৃত পদের সংশ্লিষ্ট গাজীপুর জেলার স্থায়ী বাসিন্দা হতে হবে। (352, 721, 630, 769)
article-civil-surgeon-gazipur (346, 662, 636, 1260)
article-dc-lalmonirhat (956, 969, 1260, 1404)
article-shipping-department (956, 358, 1260, 708)
paragraph: (চ) SMS এ প্রেরিত User ID এবং Password ব্যবহার করে পরবর্তীতে রোল নম্বর, পদের নাম, ছবি, পরীক্ষার তারিখ, সময় ও কেন্দ্রের নাম ইত্যাদি তথ্য সম্বলিত প্রবেশপত্র প্রার্থী Download পূর্বক প্রিন্ট করে নিবেন। এ সংক্রান্ত যাবতীয় তথ্য www.csgazipur.gov.bd ওয়েবসাইটে পাওয়া যাবে। অনলাইনে আবেদন করতে কোনো সমস্যা হলে টেলিটক প্রি-পেইড মোবাইল থেকে ১২১ নম্বরে অথবা vas.query@teletalk.com.bd ই-মেইলে যোগাযোগ করা যাবে। (352, 1088, 630, 1172)
table-row (644, 942, 949, 1035)
qualification-cell: ক) অষ্টম শ্রেণী বা জুনিয়র স্কুল সার্টিফিকেট বা সমমান পরীক্ষায় উত্তীর্ণ। খ) সংশ্লিষ্ট কাজে বাস্তব অভিজ্ঞতা থাকতে হবে। গ) শারীরিকভাবে সক্ষম ও পরিশ্রমী হতে হবে। (479, 316, 635, 365)
article-title: রেলপথ মন্ত্রণালয়ে চাকরি (643, 117, 949, 147)
article-body (347, 719, 635, 1243)
paragraph: ১। প্রার্থীর বয়স: (ক) ০১/০৫/২০২৪ইং তারিখে প্রার্থীর বয়স ১৮-৩০ বছরের মধ্যে হতে হবে। বীর মুক্তিযোদ্ধা/ শহীদ মুক্তিযোদ্ধার পুত্র-কন্যার পুত্র-কন্যা ও শারীরিক প্রতিবন্ধীদের ক্ষেত্রে ১৮-৩২ বছর (এক্ষেত্রে সরকার কর্তৃক সময়ে সময়ে জারিকৃত পরিপত্র অনুসরণ করা হবে)। (খ) সার্টিফিকেট/ এফিডেভিট ইত্যাদির মাধ্যমে বয়স প্রমাণ করা যাবে না। (গ) নিয়োগ পরীক্ষার সময় প্রার্থীকে সকল সনদপত্রের মূলকপি প্রদর্শন করতে হবে। (56, 252, 334, 324)
paragraph: (৮) প্রার্থীর বয়স ০৫/০৫/২০২৪ তারিখে ১৮ হতে ৩০ বছরের মধ্যে হতে হবে। আবেদনপত্র www.bforest.gov.bd ও http://bforest.teletalk.com.bd ওয়েবসাইটে অনলাইনে পূরণ করা যাবে। আবেদনের শেষ তারিখ ২৬/০৫/২০২৪ বিকাল ০৫:০০ টা। (962, 776, 1254, 824)
paragraph: ৭। প্রার্থীর শিক্ষাগত যোগ্যতার প্রমাণস্বরূপ সকল সনদের সত্যায়িত কপি, জাতীয় পরিচয়পত্র, নাগরিকত্ব সনদ ও চারিত্রিক সনদপত্র মৌখিক পরীক্ষার সময় দাখিল করতে হবে। কোন প্রার্থী একাধিক পদের জন্য আবেদন করলে তার সকল আবেদন বাতিল বলে গণ্য হবে। লিখিত পরীক্ষায় উত্তীর্ণ প্রার্থীদের মৌখিক পরীক্ষায় অংশগ্রহণ করতে হবে। (56, 1008, 334, 1068)
article-civil-surgeon-jhenaidah (50, 819, 340, 1394)
paragraph: ৯। অনলাইনে আবেদনপত্র পূরণ সংক্রান্ত নিয়মাবলী ও শর্তাবলি: (ক) পরীক্ষায় অংশগ্রহণে ইচ্ছুক প্রার্থীগণ http://csgazipur.teletalk.com.bd এই ওয়েবসাইটে আবেদনপত্র পূরণ করতে পারবেন। আবেদনের সময়সূচি নিম্নরূপ: (i) Online এ আবেদনপত্র পূরণ ও পরীক্ষার ফি জমাদান শুরুর তারিখ ও সময়: ১৯.০৪.২০২৪ সকাল ০৯:০০ টা। (ii) Online এ আবেদনপত্র জমাদানের শেষ তারিখ ও সময়: ১৯.০৫.২০২৪ বিকাল ০৫:০০ টা। (352, 886, 630, 958)
table-row (348, 316, 635, 365)
post-cell: ৫.ডাটা ম্যানেজার বেতন: ২২০০০/-৫৩০৬০/- (644, 788, 760, 870)
article-forest-department (956, 714, 1260, 963)
article-railway-ministry (642, 116, 950, 606)
paragraph: (১২) প্রার্থীকে লিখিত পরীক্ষায় অংশগ্রহণের সময় প্রবেশপত্র, অনলাইন আবেদনপত্রের প্রিন্ট কপি এবং জাতীয় পরিচয়পত্র সঙ্গে আনতে হবে। (১৩) আবেদনপত্রে কোন প্রকার অসত্য তথ্য প্রদান করা হলে চাকরিতে যোগদানের পরেও চাকরি থেকে বরখাস্ত করা হবে। প্রধান বন সংরক্ষক, বন অধিদপ্তর, আগারগাঁও, ঢাকা। (962, 878, 1254, 938)
article-source: সূত্র: আমাদের সময় ৩০/০৪/২৪ইং (পৃ: ৫) (1109, 946, 1254, 957)
